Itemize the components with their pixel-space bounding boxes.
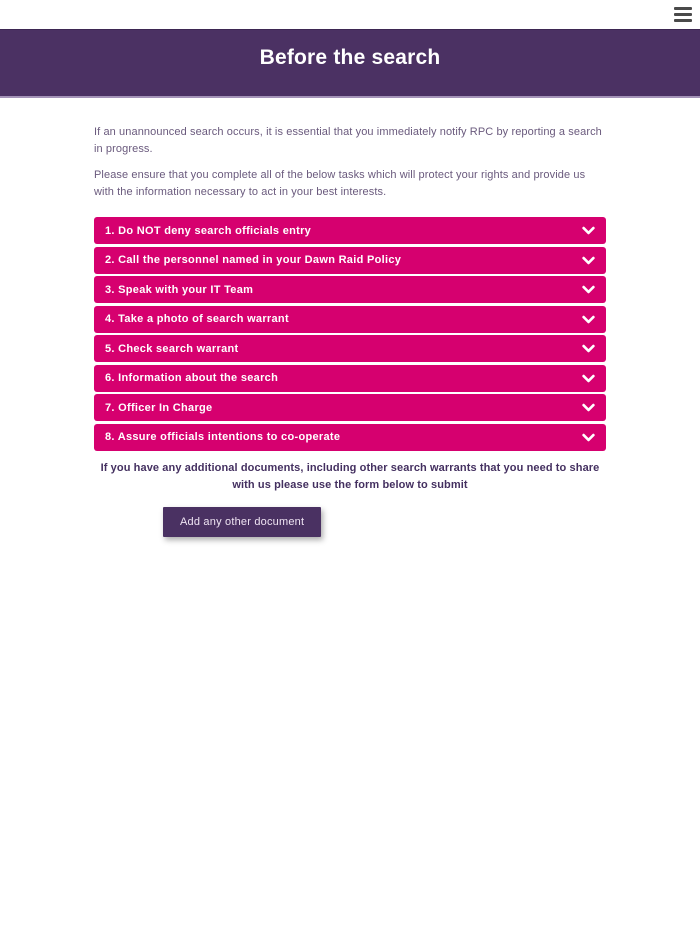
chevron-down-icon — [582, 342, 595, 355]
main-content — [94, 98, 606, 537]
accordion-item-label: 8. Assure officials intentions to co-operate — [105, 431, 341, 443]
hamburger-bar — [674, 7, 692, 10]
chevron-down-icon — [582, 283, 595, 296]
accordion-item-label: 3. Speak with your IT Team — [105, 283, 254, 296]
page-title: Before the search — [259, 46, 441, 69]
accordion-item-check-warrant[interactable] — [94, 335, 606, 362]
accordion-item-label: 4. Take a photo of search warrant — [105, 313, 289, 325]
hamburger-bar — [674, 19, 692, 22]
accordion-item-label: 2. Call the personnel named in your Dawn Raid Policy — [105, 254, 402, 266]
accordion-item-label: 1. Do NOT deny search officials entry — [105, 224, 312, 237]
accordion-item-search-info[interactable] — [94, 365, 606, 392]
chevron-down-icon — [582, 431, 595, 444]
accordion-item-label: 7. Officer In Charge — [105, 401, 213, 414]
additional-documents-note: If you have any additional documents, including other search warrants that you need to share with us please use the form below to submit — [100, 461, 600, 491]
intro-paragraph-1: If an unannounced search occurs, it is essential that you immediately notify RPC by reporting a search in progress. — [94, 126, 602, 155]
add-document-button[interactable]: Add any other document — [163, 507, 321, 537]
intro-text — [94, 124, 606, 200]
intro-paragraph-2: Please ensure that you complete all of the below tasks which will protect your rights and provide us with the information necessary to act in your best interests. — [94, 169, 586, 198]
accordion-item-deny-entry[interactable] — [94, 217, 606, 244]
top-bar — [0, 0, 700, 29]
chevron-down-icon — [582, 224, 595, 237]
accordion-item-label: 5. Check search warrant — [105, 342, 239, 355]
accordion-item-officer-in-charge[interactable] — [94, 394, 606, 421]
chevron-down-icon — [582, 254, 595, 267]
button-row — [94, 507, 606, 537]
page-header — [0, 29, 700, 98]
accordion-item-label: 6. Information about the search — [105, 372, 279, 384]
accordion-item-it-team[interactable] — [94, 276, 606, 303]
accordion-item-call-personnel[interactable] — [94, 247, 606, 274]
task-accordion — [94, 217, 606, 451]
accordion-item-photo-warrant[interactable] — [94, 306, 606, 333]
chevron-down-icon — [582, 401, 595, 414]
chevron-down-icon — [582, 372, 595, 385]
hamburger-menu-icon[interactable] — [674, 7, 692, 22]
accordion-item-cooperate[interactable] — [94, 424, 606, 451]
chevron-down-icon — [582, 313, 595, 326]
hamburger-bar — [674, 13, 692, 16]
